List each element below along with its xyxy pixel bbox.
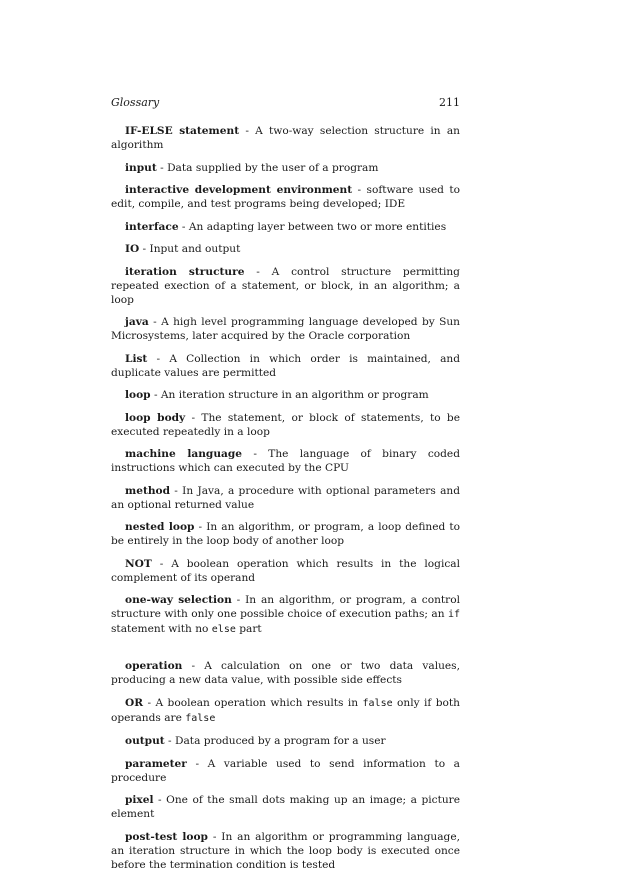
glossary-definition: An iteration structure in an algorithm or program [160,389,429,401]
glossary-term: interface [125,220,179,233]
glossary-entry: operation - A calculation on one or two data values, producing a new data value, with possible side effects [111,660,460,686]
glossary-term: IF-ELSE statement [125,125,240,137]
glossary-term: post-test loop [125,830,208,843]
glossary-term: java [125,316,149,328]
glossary-definition: The language of binary coded instructions which can executed by the CPU [111,448,460,474]
glossary-entry: java - A high level programming language developed by Sun Microsystems, later acquired by the Oracle corporation [111,316,460,342]
glossary-definition: Input and output [149,243,241,255]
glossary-entry: output - Data produced by a program for a user [125,735,386,747]
glossary-entry: machine language - The language of binary coded instructions which can executed by the CPU [111,448,460,474]
glossary-entries [111,124,460,880]
glossary-entry: List - A Collection in which order is maintained, and duplicate values are permitted [111,352,460,379]
glossary-definition: In an algorithm or programming language, an iteration structure in which the loop body is executed once before the termination condition is tested [111,830,460,871]
glossary-entry: post-test loop - In an algorithm or programming language, an iteration structure in which the loop body is executed once before the termination condition is tested [111,830,460,871]
glossary-entry: method - In Java, a procedure with optional parameters and an optional returned value [111,484,460,511]
glossary-definition: A high level programming language developed by Sun Microsystems, later acquired by the Oracle corporation [111,316,460,342]
glossary-term: loop body [125,411,186,424]
glossary-definition: part [235,623,262,635]
glossary-term: machine language [125,448,243,460]
glossary-term: List [125,352,148,365]
glossary-entry: one-way selection - In an algorithm, or program, a control structure with only one possible choice of execution paths; an if statement with no else part [111,594,460,635]
glossary-entry: IF-ELSE statement - A two-way selection structure in an algorithm [111,125,460,151]
glossary-term: nested loop [125,521,195,533]
glossary-definition: Data produced by a program for a user [175,735,386,747]
glossary-entry: iteration structure - A control structure permitting repeated exection of a statement, or block, in an algorithm; a loop [111,265,460,306]
glossary-term: operation [125,660,183,672]
glossary-definition: In an algorithm, or program, a control structure with only one possible choice of execution paths; an [111,594,460,620]
glossary-definition: A two-way selection structure in an algorithm [111,125,460,151]
glossary-definition: A Collection in which order is maintained, and duplicate values are permitted [111,352,460,379]
glossary-term: input [125,161,157,174]
glossary-term: output [125,735,165,747]
glossary-term: pixel [125,794,154,806]
glossary-term: interactive development environment [125,184,353,196]
glossary-term: parameter [125,757,187,770]
glossary-definition: A calculation on one or two data values, producing a new data value, with possible side effects [111,660,460,686]
glossary-term: method [125,484,171,497]
running-title: Glossary [111,96,160,109]
code-keyword: false [362,697,393,709]
glossary-term: one-way selection [125,594,232,606]
glossary-definition: Data supplied by the user of a program [167,161,379,174]
glossary-definition: statement with no [111,623,212,635]
glossary-entry: loop body - The statement, or block of statements, to be executed repeatedly in a loop [111,411,460,438]
glossary-definition: software used to edit, compile, and test programs being developed; IDE [111,184,460,210]
glossary-definition: One of the small dots making up an image; a picture element [111,794,460,820]
glossary-entry: interactive development environment - software used to edit, compile, and test programs being developed; IDE [111,184,460,210]
glossary-entry: loop - An iteration structure in an algorithm or program [125,389,429,401]
code-keyword: if [447,609,460,620]
glossary-definition: In Java, a procedure with optional parameters and an optional returned value [111,484,460,511]
glossary-term: OR [125,696,144,709]
glossary-term: iteration structure [125,265,245,278]
glossary-entry: pixel - One of the small dots making up an image; a picture element [111,794,460,820]
glossary-entry: IO - Input and output [125,243,241,255]
code-keyword: false [185,712,216,724]
glossary-term: NOT [125,557,152,570]
glossary-entry: parameter - A variable used to send information to a procedure [111,757,460,784]
glossary-definition: The statement, or block of statements, to be executed repeatedly in a loop [111,411,460,438]
page-header [111,96,460,110]
glossary-term: IO [125,243,140,255]
glossary-definition: A variable used to send information to a procedure [111,757,460,784]
glossary-entry: input - Data supplied by the user of a program [125,161,379,174]
glossary-term: loop [125,389,151,401]
glossary-entry: interface - An adapting layer between two or more entities [125,220,447,233]
glossary-definition: In an algorithm, or program, a loop defined to be entirely in the loop body of another loop [111,521,460,547]
glossary-definition: A boolean operation which results in [155,696,363,709]
glossary-definition: A control structure permitting repeated exection of a statement, or block, in an algorithm; a loop [111,265,460,306]
glossary-entry: NOT - A boolean operation which results in the logical complement of its operand [111,557,460,584]
glossary-entry: OR - A boolean operation which results in false only if both operands are false [111,696,460,724]
code-keyword: else [211,624,236,635]
glossary-definition: An adapting layer between two or more entities [188,220,447,233]
glossary-definition: only if both operands are [111,696,460,724]
page-number: 211 [439,96,460,109]
glossary-definition: A boolean operation which results in the logical complement of its operand [111,557,460,584]
glossary-entry: nested loop - In an algorithm, or program, a loop defined to be entirely in the loop body of another loop [111,521,460,547]
